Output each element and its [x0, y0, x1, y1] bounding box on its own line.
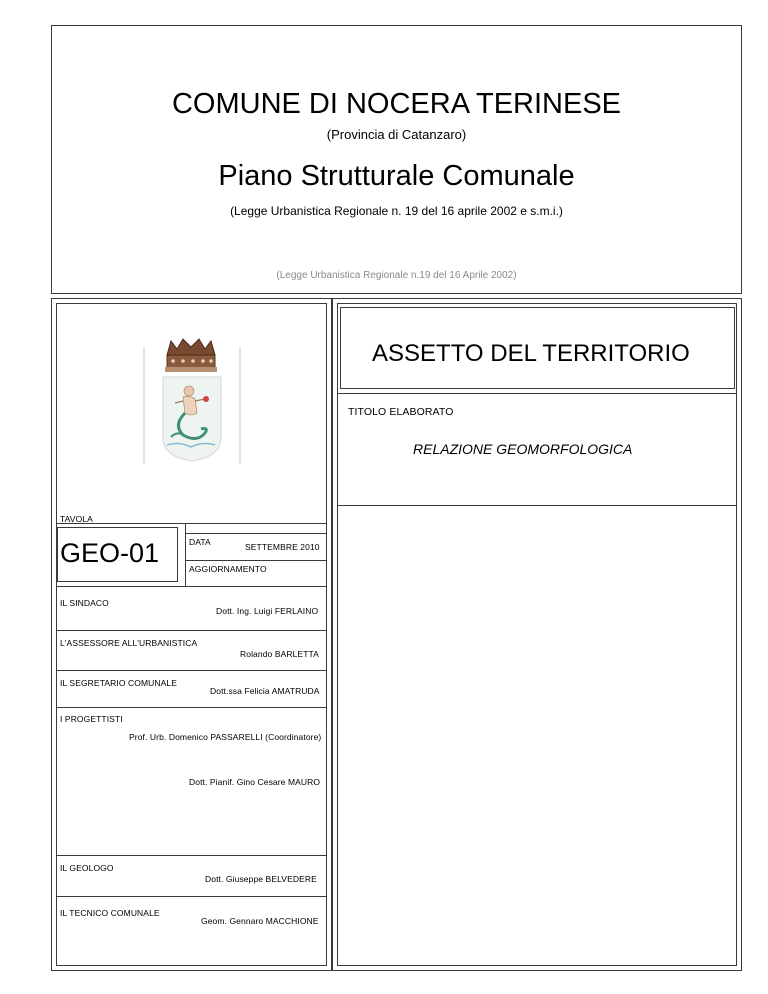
- legge-subtitle-faint: (Legge Urbanistica Regionale n.19 del 16 Aprile 2002): [276, 270, 517, 281]
- aggiornamento-top-divider: [185, 560, 327, 561]
- right-inner-frame: [337, 303, 737, 966]
- sindaco-label: IL SINDACO: [60, 598, 109, 608]
- progettisti-label: I PROGETTISTI: [60, 714, 123, 724]
- titolo-bottom-divider: [337, 505, 737, 506]
- titolo-top-divider: [337, 393, 737, 394]
- sindaco-name: Dott. Ing. Luigi FERLAINO: [216, 606, 319, 616]
- coat-of-arms-icon: [143, 333, 241, 465]
- segretario-name: Dott.ssa Felicia AMATRUDA: [210, 686, 320, 696]
- legge-subtitle: (Legge Urbanistica Regionale n. 19 del 16 aprile 2002 e s.m.i.): [230, 204, 563, 218]
- sindaco-divider: [56, 630, 327, 631]
- progettista-2-name: Dott. Pianif. Gino Cesare MAURO: [189, 777, 321, 787]
- data-top-divider: [185, 533, 327, 534]
- comune-title: COMUNE DI NOCERA TERINESE: [171, 88, 622, 120]
- geologo-name: Dott. Giuseppe BELVEDERE: [205, 874, 317, 884]
- data-label: DATA: [189, 537, 211, 547]
- assessore-divider: [56, 670, 327, 671]
- geologo-divider: [56, 896, 327, 897]
- tavola-code: GEO-01: [60, 538, 160, 568]
- assessore-name: Rolando BARLETTA: [240, 649, 319, 659]
- section-title: ASSETTO DEL TERRITORIO: [372, 340, 690, 367]
- segretario-divider: [56, 707, 327, 708]
- progettisti-divider: [56, 855, 327, 856]
- tecnico-name: Geom. Gennaro MACCHIONE: [201, 916, 319, 926]
- piano-title: Piano Strutturale Comunale: [218, 160, 575, 192]
- titolo-elaborato-value: RELAZIONE GEOMORFOLOGICA: [413, 441, 633, 457]
- assessore-label: L'ASSESSORE ALL'URBANISTICA: [60, 638, 198, 648]
- provincia-subtitle: (Provincia di Catanzaro): [326, 127, 467, 142]
- segretario-label: IL SEGRETARIO COMUNALE: [60, 678, 177, 688]
- titolo-elaborato-label: TITOLO ELABORATO: [348, 406, 454, 418]
- geologo-label: IL GEOLOGO: [60, 863, 114, 873]
- progettista-1-name: Prof. Urb. Domenico PASSARELLI (Coordinatore): [129, 732, 322, 742]
- data-value: SETTEMBRE 2010: [245, 542, 320, 552]
- tavola-top-divider: [56, 523, 327, 524]
- tavola-bottom-divider: [56, 586, 327, 587]
- tavola-label: TAVOLA: [60, 514, 93, 524]
- aggiornamento-label: AGGIORNAMENTO: [189, 564, 267, 574]
- tecnico-label: IL TECNICO COMUNALE: [60, 908, 160, 918]
